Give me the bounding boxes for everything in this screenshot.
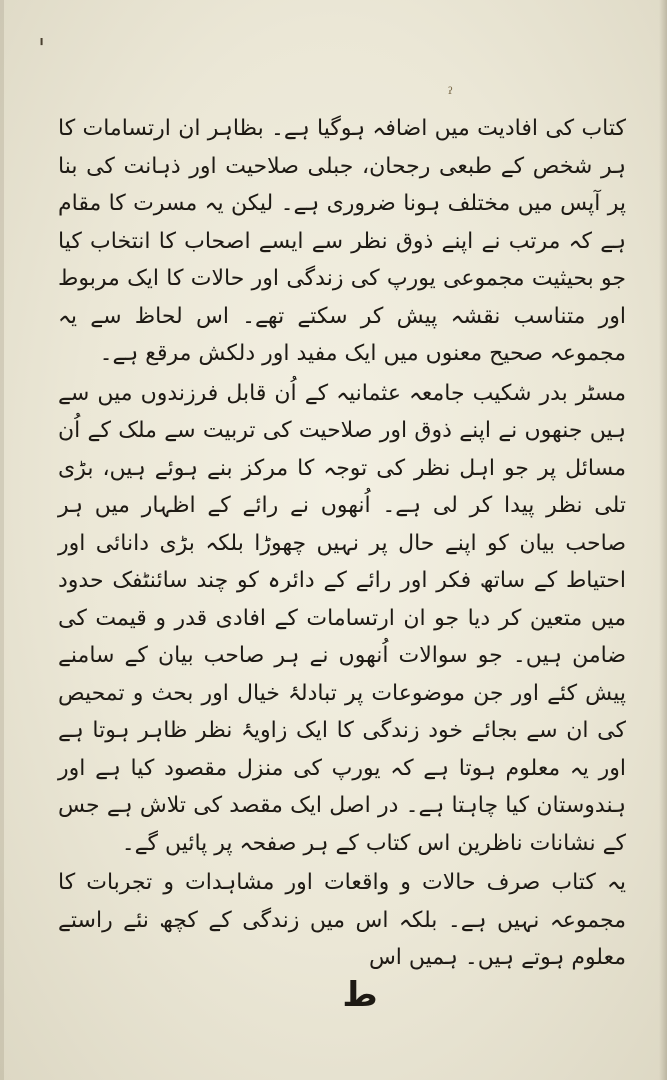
- ink-mark: ': [38, 34, 46, 64]
- paragraph: یہ کتاب صرف حالات و واقعات اور مشاہدات و تجربات کا مجموعہ نہیں ہے۔ بلکہ اس میں زندگی کے کچھ نئے راستے معلوم ہوتے ہیں۔ ہمیں اس: [58, 870, 626, 970]
- ink-mark: ˀ: [448, 84, 454, 105]
- body-text: [58, 110, 626, 977]
- page-right-edge: [659, 0, 667, 1080]
- paragraph: مسٹر بدر شکیب جامعہ عثمانیہ کے اُن قابل فرزندوں میں سے ہیں جنھوں نے اپنے ذوق اور صلاحیت کی تربیت سے ملک کے اُن مسائل پر جو اہل نظر کی توجہ کا مرکز بنے ہوئے ہیں، بڑی تلی نظر پیدا کر لی ہے۔ اُنھوں نے رائے کے اظہار میں ہر صاحب بیان کو اپنے حال پر نہیں چھوڑا بلکہ بڑی دانائی اور احتیاط کے ساتھ فکر اور رائے کے دائرہ کو چند سائنٹفک حدود میں متعین کر دیا جو ان ارتسامات کے افادی قدر و قیمت کی ضامن ہیں۔ جو سوالات اُنھوں نے ہر صاحب بیان کے سامنے پیش کئے اور جن موضوعات پر تبادلۂ خیال اور بحث و تمحیص کی ان سے بجائے خود زندگی کا ایک زاویۂ نظر ظاہر ہوتا ہے اور یہ معلوم ہوتا ہے کہ یورپ کی منزل مقصود کیا ہے اور ہندوستان کیا چاہتا ہے۔ در اصل ایک مقصد کی تلاش ہے جس کے نشانات ناظرین اس کتاب کے ہر صفحہ پر پائیں گے۔: [58, 380, 626, 856]
- page-left-edge: [0, 0, 4, 1080]
- page-number: ط: [342, 975, 378, 1015]
- paragraph: کتاب کی افادیت میں اضافہ ہوگیا ہے۔ بظاہر ان ارتسامات کا ہر شخص کے طبعی رجحان، جبلی صلاحیت اور ذہانت کی بنا پر آپس میں مختلف ہونا ضروری ہے۔ لیکن یہ مسرت کا مقام ہے کہ مرتب نے اپنے ذوق نظر سے ایسے اصحاب کا انتخاب کیا جو بحیثیت مجموعی یورپ کی زندگی اور حالات کا ایک مربوط اور متناسب نقشہ پیش کر سکتے تھے۔ اس لحاظ سے یہ مجموعہ صحیح معنوں میں ایک مفید اور دلکش مرقع ہے۔: [58, 116, 626, 366]
